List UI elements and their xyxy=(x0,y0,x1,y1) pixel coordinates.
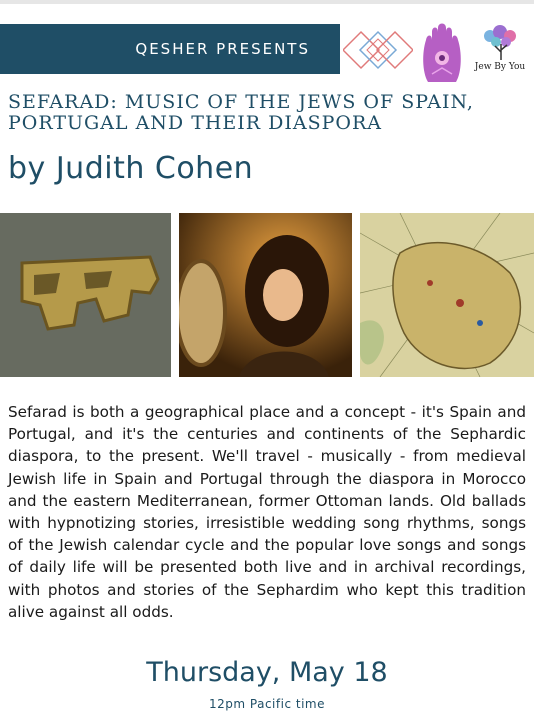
partner-name: Jew By You xyxy=(474,62,526,72)
event-description: Sefarad is both a geographical place and a concept - it's Spain and Portugal, and it's the centuries and continents of the Sephardic diaspora, to the present. We'll travel - musically - from medieval Jewish life in Spain and Portugal through the diaspora in Morocco and the eastern Mediterranean, former Ottoman lands. Old ballads with hypnotizing stories, irresistible wedding song rhythms, songs of the Jewish calendar cycle and the popular love songs and songs of daily life will be presented both live and in archival recordings, with photos and stories of the Sephardim who kept this tradition alive against all odds. xyxy=(8,403,526,621)
tree-logo xyxy=(470,22,532,84)
top-divider xyxy=(0,0,534,4)
antique-map-iberia-photo xyxy=(360,213,534,377)
banner-text: QESHER PRESENTS xyxy=(135,40,310,58)
speaker-byline: by Judith Cohen xyxy=(8,151,254,186)
qesher-diamonds-logo xyxy=(343,30,413,70)
sefarad-hebrew-sculpture-photo xyxy=(0,213,171,377)
musician-with-frame-drum-photo xyxy=(179,213,352,377)
hamsa-logo xyxy=(418,22,466,92)
event-title: SEFARAD: MUSIC OF THE JEWS OF SPAIN, PORTUGAL AND THEIR DIASPORA xyxy=(8,91,474,134)
presenter-banner xyxy=(0,24,340,74)
event-time: 12pm Pacific time xyxy=(209,697,325,711)
event-date: Thursday, May 18 xyxy=(146,657,388,688)
